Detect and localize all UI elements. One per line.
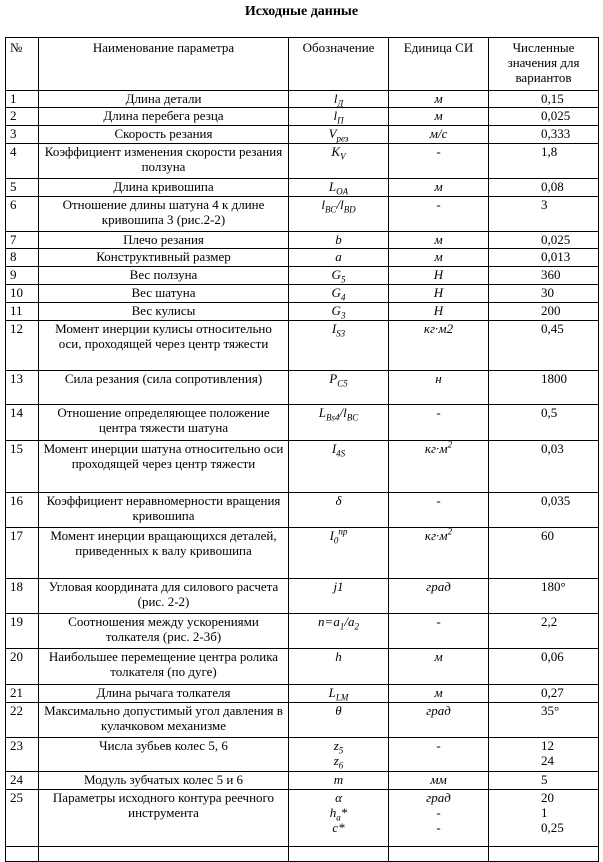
unit [389,249,489,267]
parameter-symbol [289,649,389,685]
parameter-symbol [289,579,389,614]
numeric-value [489,197,599,232]
numeric-value [489,703,599,738]
parameter-name: Сила резания (сила сопротивления) [39,371,289,405]
numeric-value [489,685,599,703]
numeric-value [489,528,599,579]
unit-value: - [436,614,441,629]
symbol-part: δ [335,493,342,508]
row-number: 21 [6,685,39,703]
symbol-subscript: BC [324,204,337,215]
parameter-name: Момент инерции вращающихся деталей, приведенных к валу кривошипа [39,528,289,579]
unit [389,441,489,493]
unit-value: м [434,249,443,264]
parameter-name: Момент инерции кулисы относительно оси, проходящей через центр тяжести [39,321,289,371]
unit [389,790,489,847]
parameter-name: Наибольшее перемещение центра ролика толкателя (по дуге) [39,649,289,685]
unit [389,91,489,108]
table-row [6,179,599,197]
parameter-name: Максимально допустимый угол давления в кулачковом механизме [39,703,289,738]
symbol-subscript: рез [336,133,349,144]
value-line: 0,25 [541,820,564,835]
unit-value: - [436,144,441,159]
value-line: 12 [541,738,554,753]
unit-value: м/с [429,126,448,141]
table-row [6,91,599,108]
parameter-symbol [289,405,389,441]
parameter-symbol [289,232,389,249]
value-line: 0,06 [541,649,564,664]
unit [389,267,489,285]
symbol-part: a [335,249,342,264]
value-line: 1 [541,805,548,820]
unit-value: - [436,820,441,835]
parameter-name: Длина рычага толкателя [39,685,289,703]
symbol-part: $L_{OA}$ [328,179,349,197]
row-number: 6 [6,197,39,232]
symbol-subscript: Д [337,98,344,109]
header-symbol: Обозначение [289,38,389,91]
table-row [6,528,599,579]
table-row [6,303,599,321]
table-row [6,790,599,847]
parameter-symbol [289,528,389,579]
table-row [6,738,599,772]
parameter-name: Конструктивный размер [39,249,289,267]
unit [389,321,489,371]
table-row [6,441,599,493]
unit-value: Н [433,303,444,318]
symbol-subscript: BD [343,204,356,215]
row-number: 16 [6,493,39,528]
symbol-subscript: OA [336,186,349,197]
numeric-value [489,249,599,267]
header-number: № [6,38,39,91]
parameter-symbol [289,108,389,126]
unit [389,179,489,197]
symbol-part: $V_{рез}$ [328,126,349,144]
symbol-subscript: П [337,115,344,126]
parameter-symbol [289,772,389,790]
unit [389,197,489,232]
row-number: 9 [6,267,39,285]
symbol-part: $I_{4S}$ [331,441,346,459]
unit-value: - [436,805,441,820]
table-row [6,579,599,614]
parameter-symbol [289,738,389,772]
numeric-value [489,614,599,649]
parameter-symbol [289,144,389,179]
symbol-part: $G_5$ [331,267,346,285]
value-line: 60 [541,528,554,543]
symbol-part: m [333,772,344,787]
symbol-part: c* [332,820,345,835]
symbol-part: α [335,790,342,805]
symbol-part: $P_{C5}$ [329,371,348,389]
unit-value: - [436,493,441,508]
value-line: 3 [541,197,548,212]
symbol-part: $I_{S3}$ [331,321,346,339]
symbol-part: $z_6$ [333,753,344,771]
parameter-name: Плечо резания [39,232,289,249]
parameter-symbol [289,685,389,703]
numeric-value [489,493,599,528]
value-line: 0,333 [541,126,571,141]
row-number: 2 [6,108,39,126]
numeric-value [489,126,599,144]
header-parameter-name: Наименование параметра [39,38,289,91]
symbol-part: $/a_2$ [344,614,359,632]
unit-value: град [426,703,451,718]
symbol-part: $l_Д$ [333,91,344,109]
symbol-part: $G_3$ [331,303,346,321]
symbol-superscript: пр [338,526,348,537]
table-row [6,126,599,144]
empty-cell [39,847,289,862]
unit-superscript: 2 [447,439,453,450]
unit-value: Н [433,285,444,300]
symbol-part: $/l_{BC}$ [339,405,359,423]
value-line: 0,5 [541,405,558,420]
parameter-symbol [289,267,389,285]
value-line: 0,08 [541,179,564,194]
unit [389,685,489,703]
unit [389,303,489,321]
unit [389,371,489,405]
symbol-subscript: V [340,151,346,162]
row-number: 19 [6,614,39,649]
unit [389,108,489,126]
empty-cell [489,847,599,862]
value-line: 20 [541,790,554,805]
parameter-name: Отношение определяющее положение центра тяжести шатуна [39,405,289,441]
blank-row [6,847,599,862]
value-line: 0,27 [541,685,564,700]
unit [389,528,489,579]
symbol-subscript: 2 [354,621,359,632]
value-line: 24 [541,753,554,768]
parameter-name: Вес шатуна [39,285,289,303]
value-line: 35° [541,703,560,718]
row-number: 7 [6,232,39,249]
unit-value: град [426,790,451,805]
table-header-row [6,38,599,91]
numeric-value [489,579,599,614]
unit-value: м [434,649,443,664]
row-number: 1 [6,91,39,108]
symbol-subscript: S3 [336,328,346,339]
symbol-part: θ [335,703,342,718]
unit-value: м [434,179,443,194]
row-number: 12 [6,321,39,371]
parameter-symbol [289,493,389,528]
symbol-part: * [340,805,348,820]
symbol-part: $L_{LM}$ [328,685,349,703]
numeric-value [489,267,599,285]
unit-value: $кг\cdot м^2$ [424,439,453,456]
table-row [6,405,599,441]
table-row [6,685,599,703]
symbol-part: h [335,649,342,664]
unit-value: м [434,91,443,106]
numeric-value [489,790,599,847]
unit [389,738,489,772]
unit [389,405,489,441]
symbol-subscript: Bs4 [325,412,340,423]
symbol-subscript: 6 [338,760,344,771]
unit [389,579,489,614]
numeric-value [489,179,599,197]
symbol-part: $l_П$ [333,108,344,126]
unit-value: м [434,232,443,247]
numeric-value [489,285,599,303]
symbol-subscript: 4S [336,448,346,459]
parameter-symbol [289,790,389,847]
parameter-name: Момент инерции шатуна относительно оси проходящей через центр тяжести [39,441,289,493]
unit-value: кг·м2 [423,321,454,336]
parameter-symbol [289,441,389,493]
empty-cell [389,847,489,862]
unit-value: Н [433,267,444,282]
unit [389,703,489,738]
symbol-part: $h_a$ [329,805,341,823]
value-line: 0,025 [541,108,571,123]
row-number: 22 [6,703,39,738]
numeric-value [489,321,599,371]
table-row [6,371,599,405]
unit-value: $кг\cdot м^2$ [424,526,453,543]
value-line: 0,013 [541,249,571,264]
table-row [6,321,599,371]
value-line: 200 [541,303,561,318]
parameter-name: Отношение длины шатуна 4 к длине кривошипа 3 (рис.2-2) [39,197,289,232]
symbol-subscript: 3 [340,310,346,321]
row-number: 15 [6,441,39,493]
value-line: 360 [541,267,561,282]
numeric-value [489,405,599,441]
row-number: 23 [6,738,39,772]
parameter-symbol [289,249,389,267]
document-title: Исходные данные [244,4,359,19]
table-row [6,108,599,126]
numeric-value [489,772,599,790]
parameter-name: Коэффициент неравномерности вращения кривошипа [39,493,289,528]
symbol-part: $G_4$ [331,285,346,303]
row-number: 3 [6,126,39,144]
unit-value: - [436,405,441,420]
parameter-symbol [289,371,389,405]
unit [389,493,489,528]
symbol-subscript: 5 [338,745,344,756]
unit-value: - [436,197,441,212]
table-row [6,249,599,267]
numeric-value [489,91,599,108]
unit [389,126,489,144]
empty-cell [6,847,39,862]
symbol-subscript: a [336,812,341,823]
parameter-name: Длина детали [39,91,289,108]
unit-value: м [434,108,443,123]
table-row [6,267,599,285]
symbol-part: b [335,232,342,247]
row-number: 20 [6,649,39,685]
empty-cell [289,847,389,862]
parameter-name: Угловая координата для силового расчета (рис. 2-2) [39,579,289,614]
symbol-part: j1 [333,579,344,594]
unit [389,144,489,179]
parameter-name: Коэффициент изменения скорости резания ползуна [39,144,289,179]
symbol-subscript: BC [346,412,359,423]
parameter-symbol [289,703,389,738]
parameter-symbol [289,614,389,649]
unit [389,285,489,303]
table-row [6,614,599,649]
table-row [6,772,599,790]
value-line: 5 [541,772,548,787]
numeric-value [489,371,599,405]
unit [389,772,489,790]
symbol-subscript: 4 [340,292,346,303]
numeric-value [489,144,599,179]
row-number: 13 [6,371,39,405]
unit-superscript: 2 [447,526,453,537]
parameter-name: Длина кривошипа [39,179,289,197]
table-row [6,703,599,738]
value-line: 0,03 [541,441,564,456]
parameter-name: Параметры исходного контура реечного инструмента [39,790,289,847]
symbol-part: $K_V$ [331,144,346,162]
unit-value: н [435,371,442,386]
header-unit: Единица СИ [389,38,489,91]
table-row [6,493,599,528]
value-line: 2,2 [541,614,558,629]
symbol-part: $/l_{BD}$ [336,197,356,215]
unit-value: - [436,738,441,753]
input-data-table [5,37,599,862]
numeric-value [489,232,599,249]
parameter-name: Соотношения между ускорениями толкателя (рис. 2-3б) [39,614,289,649]
table-row [6,197,599,232]
row-number: 25 [6,790,39,847]
symbol-part: $I_0^{пр}$ [329,526,348,546]
table-row [6,232,599,249]
row-number: 10 [6,285,39,303]
parameter-name: Длина перебега резца [39,108,289,126]
value-line: 1800 [541,371,567,386]
parameter-symbol [289,285,389,303]
parameter-symbol [289,179,389,197]
header-values: Численные значения для вариантов [489,38,599,91]
row-number: 5 [6,179,39,197]
symbol-subscript: 5 [340,274,346,285]
row-number: 11 [6,303,39,321]
parameter-name: Вес кулисы [39,303,289,321]
value-line: 0,15 [541,91,564,106]
parameter-symbol [289,91,389,108]
symbol-part: $L_{Bs4}$ [318,405,340,423]
parameter-symbol [289,126,389,144]
parameter-symbol [289,303,389,321]
numeric-value [489,303,599,321]
table-row [6,285,599,303]
unit [389,649,489,685]
value-line: 0,035 [541,493,571,508]
symbol-subscript: LM [335,692,349,703]
numeric-value [489,441,599,493]
row-number: 18 [6,579,39,614]
parameter-name: Вес ползуна [39,267,289,285]
parameter-symbol [289,321,389,371]
row-number: 17 [6,528,39,579]
value-line: 0,45 [541,321,564,336]
symbol-part: $l_{BC}$ [321,197,337,215]
unit [389,614,489,649]
symbol-subscript: C5 [337,378,348,389]
table-row [6,649,599,685]
table-row [6,144,599,179]
parameter-symbol [289,197,389,232]
value-line: 180° [541,579,566,594]
row-number: 8 [6,249,39,267]
numeric-value [489,738,599,772]
value-line: 1,8 [541,144,558,159]
unit-value: град [426,579,451,594]
symbol-subscript: 1 [339,621,345,632]
parameter-name: Модуль зубчатых колес 5 и 6 [39,772,289,790]
symbol-subscript: 0 [333,535,339,546]
row-number: 14 [6,405,39,441]
parameter-name: Скорость резания [39,126,289,144]
numeric-value [489,108,599,126]
row-number: 24 [6,772,39,790]
numeric-value [489,649,599,685]
unit-value: мм [430,772,447,787]
parameter-name: Числа зубьев колес 5, 6 [39,738,289,772]
value-line: 0,025 [541,232,571,247]
value-line: 30 [541,285,554,300]
symbol-part: n=a [318,614,340,629]
row-number: 4 [6,144,39,179]
unit-value: м [434,685,443,700]
symbol-part: $z_5$ [333,738,344,756]
unit [389,232,489,249]
